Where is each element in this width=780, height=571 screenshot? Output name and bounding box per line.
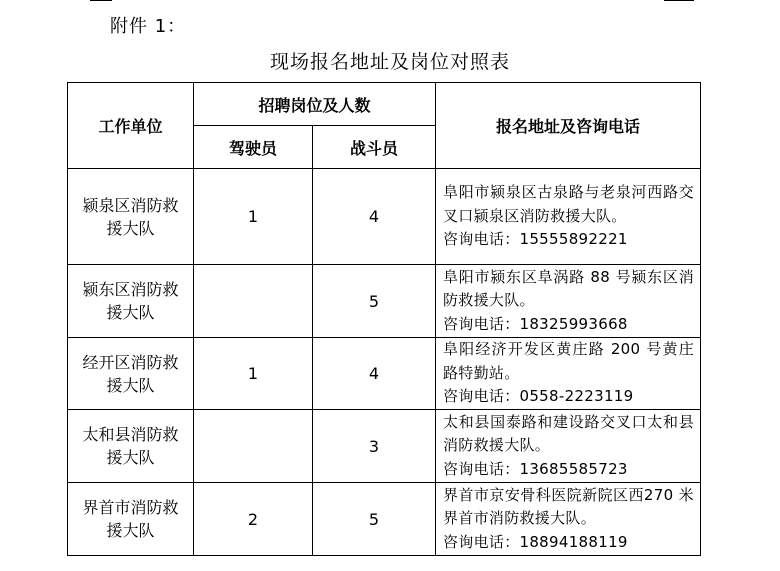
- driver-count: 1: [194, 338, 313, 410]
- table-row: [68, 265, 701, 338]
- phone-text: 咨询电话：13685585723: [443, 459, 628, 478]
- address-text: 太和县国泰路和建设路交叉口太和县消防救援大队。: [443, 412, 694, 455]
- address-text: 阜阳经济开发区黄庄路 200 号黄庄路特勤站。: [443, 340, 694, 382]
- unit-cell: [68, 169, 194, 265]
- firefighter-count: 4: [313, 338, 436, 410]
- unit-name: 颍东区消防救援大队: [82, 280, 179, 322]
- header-driver: 驾驶员: [194, 126, 313, 169]
- phone-text: 咨询电话：15555892221: [443, 230, 628, 249]
- firefighter-count: 5: [313, 483, 436, 556]
- driver-count: 2: [194, 483, 313, 556]
- address-text: 阜阳市颍东区阜涡路 88 号颍东区消防救援大队。: [443, 267, 694, 310]
- address-text: 界首市京安骨科医院新院区西270 米界首市消防救援大队。: [443, 485, 694, 528]
- phone-text: 咨询电话：0558-2223119: [443, 387, 634, 406]
- driver-count: 1: [194, 169, 313, 265]
- unit-name: 经开区消防救援大队: [82, 352, 179, 395]
- header-address: 报名地址及咨询电话: [436, 83, 701, 169]
- firefighter-count: 3: [313, 410, 436, 483]
- table-row: [68, 169, 701, 265]
- header-positions-group: 招聘岗位及人数: [194, 83, 436, 126]
- firefighter-count: 5: [313, 265, 436, 338]
- address-cell: [436, 338, 701, 410]
- driver-count: [194, 265, 313, 338]
- unit-cell: [68, 410, 194, 483]
- driver-count: [194, 410, 313, 483]
- top-rule-left: [90, 0, 112, 1]
- unit-name: 太和县消防救援大队: [82, 425, 179, 467]
- positions-table: [67, 82, 701, 556]
- firefighter-count: 4: [313, 169, 436, 265]
- address-cell: [436, 410, 701, 483]
- top-rule-right: [664, 0, 694, 1]
- table-row: [68, 410, 701, 483]
- table-row: [68, 338, 701, 410]
- unit-name: 颍泉区消防救援大队: [82, 195, 179, 238]
- unit-name: 界首市消防救援大队: [82, 498, 179, 540]
- unit-cell: [68, 483, 194, 556]
- address-cell: [436, 169, 701, 265]
- address-cell: [436, 265, 701, 338]
- address-cell: [436, 483, 701, 556]
- attachment-label: 附件 1：: [110, 16, 187, 37]
- header-firefighter: 战斗员: [313, 126, 436, 169]
- unit-cell: [68, 265, 194, 338]
- phone-text: 咨询电话：18325993668: [443, 314, 628, 333]
- table-row: [68, 483, 701, 556]
- document-title: 现场报名地址及岗位对照表: [269, 51, 510, 73]
- header-unit: 工作单位: [68, 83, 194, 169]
- phone-text: 咨询电话：18894188119: [443, 532, 628, 551]
- unit-cell: [68, 338, 194, 410]
- address-text: 阜阳市颍泉区古泉路与老泉河西路交叉口颍泉区消防救援大队。: [443, 183, 694, 225]
